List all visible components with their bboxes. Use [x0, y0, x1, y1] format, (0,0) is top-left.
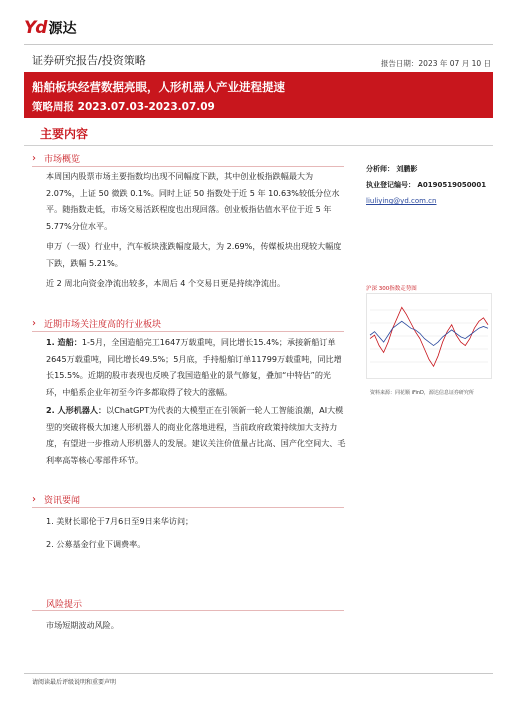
section-news	[32, 493, 80, 506]
footer-divider	[24, 673, 493, 674]
section-risk	[46, 597, 82, 610]
paragraph: 近 2 周北向资金净流出较多，本周后 4 个交易日更是持续净流出。	[46, 278, 286, 288]
item-body: 1-5月，全国造船完工1647万载重吨，同比增长15.4%；承接新船订单2645万载重吨，同比增长49.5%；5月底，手持船舶订单11799万载重吨，同比增长15.5%。近期的股市表现也反映了我国造船业的景气修复，叠加“中特估”的光环，中船系企业年初至今许多都取得了较大的涨幅。	[46, 337, 342, 397]
analyst-name: 分析师： 刘鹏影	[366, 165, 418, 173]
main-heading: 主要内容	[40, 127, 89, 141]
logo-name: 源达	[48, 21, 77, 37]
index-chart	[366, 293, 492, 379]
item-body: 以ChatGPT为代表的大模型正在引领新一轮人工智能浪潮，AI大模型的突破将极大加速人形机器人的商业化落地进程，当前政府政策持续加大支持力度，有望进一步推动人形机器人的发展。建议关注价值量占比高、国产化空间大、毛利率高等核心零部件环节。	[46, 405, 346, 465]
logo-mark: Yd	[24, 18, 47, 38]
section-title: 风险提示	[46, 600, 83, 610]
section-divider	[32, 610, 344, 611]
section-title: 市场概览	[44, 155, 81, 165]
section-divider	[32, 166, 344, 167]
section-focus-sectors	[32, 317, 161, 330]
footer-note: 请阅读最后评级说明和重要声明	[32, 679, 117, 686]
license-number: 执业登记编号： A0190519050001	[366, 181, 487, 189]
main-heading-divider	[24, 145, 493, 146]
logo	[24, 18, 76, 38]
header-divider	[24, 44, 493, 45]
chevron-right-icon: ›	[32, 153, 36, 164]
report-date: 报告日期：2023 年 07 月 10 日	[380, 59, 491, 68]
report-subtitle: 策略周报 2023.07.03-2023.07.09	[32, 101, 215, 113]
section-title: 近期市场关注度高的行业板块	[44, 320, 162, 330]
news-item: 2. 公募基金行业下调费率。	[46, 539, 146, 549]
chart-source: 资料来源：同花顺 iFinD，源达信息证券研究所	[370, 390, 474, 396]
chevron-right-icon: ›	[32, 494, 36, 505]
chevron-right-icon: ›	[32, 318, 36, 329]
doc-type: 证券研究报告/投资策略	[32, 54, 146, 67]
paragraph: 申万（一级）行业中，汽车板块涨跌幅度最大，为 2.69%，传媒板块出现较大幅度下跌，跌幅 5.21%。	[46, 241, 342, 268]
news-item: 1. 美财长耶伦于7月6日至9日来华访问；	[46, 516, 194, 526]
title-banner	[24, 72, 493, 118]
section-title: 资讯要闻	[44, 496, 81, 506]
paragraph: 本周国内股票市场主要指数均出现不同幅度下跌，其中创业板指跌幅最大为 2.07%，上证 50 微跌 0.1%。同时上证 50 指数处于近 5 年 10.63%较低分位水平。随指数走低，市场交易活跃程度也出现回落。创业板指估值水平位于近 5 年 5.77%分位水平。	[46, 171, 340, 231]
section-divider	[32, 331, 344, 332]
analyst-email-link[interactable]: liuliying@yd.com.cn	[366, 197, 437, 205]
list-item-humanoid-robot	[46, 402, 346, 468]
list-item-shipbuilding	[46, 334, 346, 400]
section-market-overview	[32, 152, 80, 165]
section-divider	[32, 507, 344, 508]
item-lead: 2. 人形机器人：	[46, 405, 107, 415]
chart-title: 沪深 300指数走势图	[366, 286, 417, 292]
item-lead: 1. 造船：	[46, 337, 82, 347]
risk-text: 市场短期波动风险。	[46, 620, 119, 630]
report-title: 船舶板块经营数据亮眼，人形机器人产业进程提速	[32, 80, 285, 94]
